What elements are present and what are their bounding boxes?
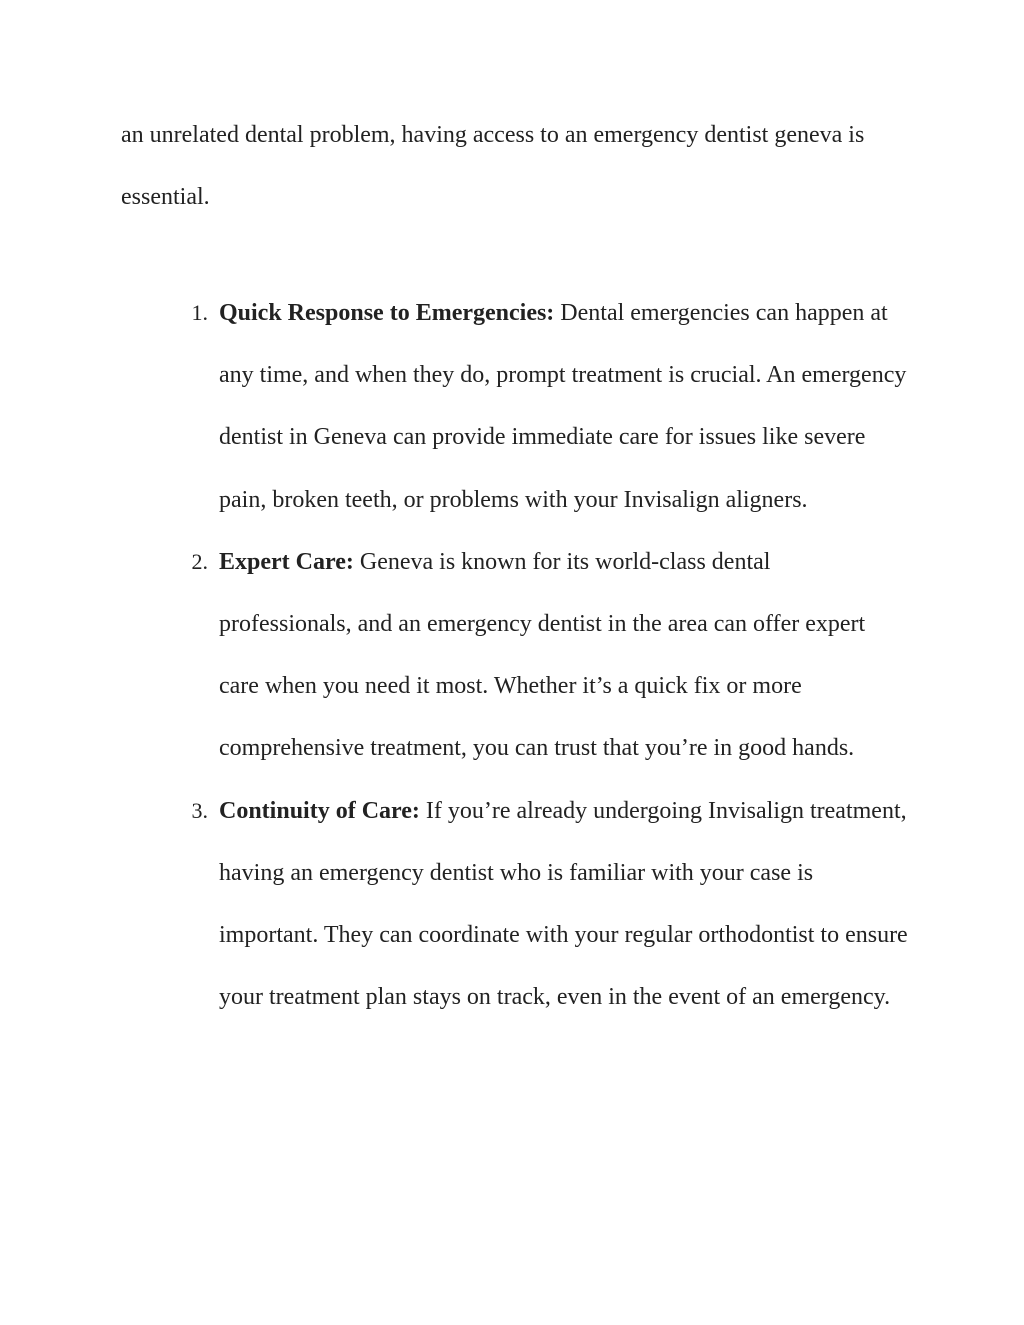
list-item-number: 2. [191, 548, 208, 574]
list-item-text [219, 780, 909, 1029]
list-item-title: Continuity of Care: [219, 797, 420, 824]
intro-paragraph: an unrelated dental problem, having access to an emergency dentist geneva is essential. [121, 122, 865, 210]
list-item-body: Geneva is known for its world-class dental professionals, and an emergency dentist in the area can offer expert care when you need it most. Whether it’s a quick fix or more comprehensive treatment, you can trust that you’re in good hands. [219, 548, 866, 762]
list-item [120, 531, 920, 780]
list-item [120, 282, 920, 531]
list-item-number: 3. [191, 797, 208, 823]
list-item-title: Quick Response to Emergencies: [219, 300, 555, 326]
list-item-title: Expert Care: [219, 548, 354, 575]
list-item-body: Dental emergencies can happen at any time, and when they do, prompt treatment is crucial. An emergency dentist in Geneva can provide immediate care for issues like severe pain, broken teeth, or problems with your Invisalign aligners. [219, 300, 907, 513]
list-item-body: If you’re already undergoing Invisalign treatment, having an emergency dentist who is familiar with your case is important. They can coordinate with your regular orthodontist to ensure your treatment plan stays on track, even in the event of an emergency. [219, 797, 908, 1011]
list-item-text [219, 531, 909, 780]
benefits-list [120, 282, 920, 1028]
list-item-text [219, 282, 909, 531]
list-item-number: 1. [191, 300, 208, 325]
list-item [120, 780, 920, 1029]
